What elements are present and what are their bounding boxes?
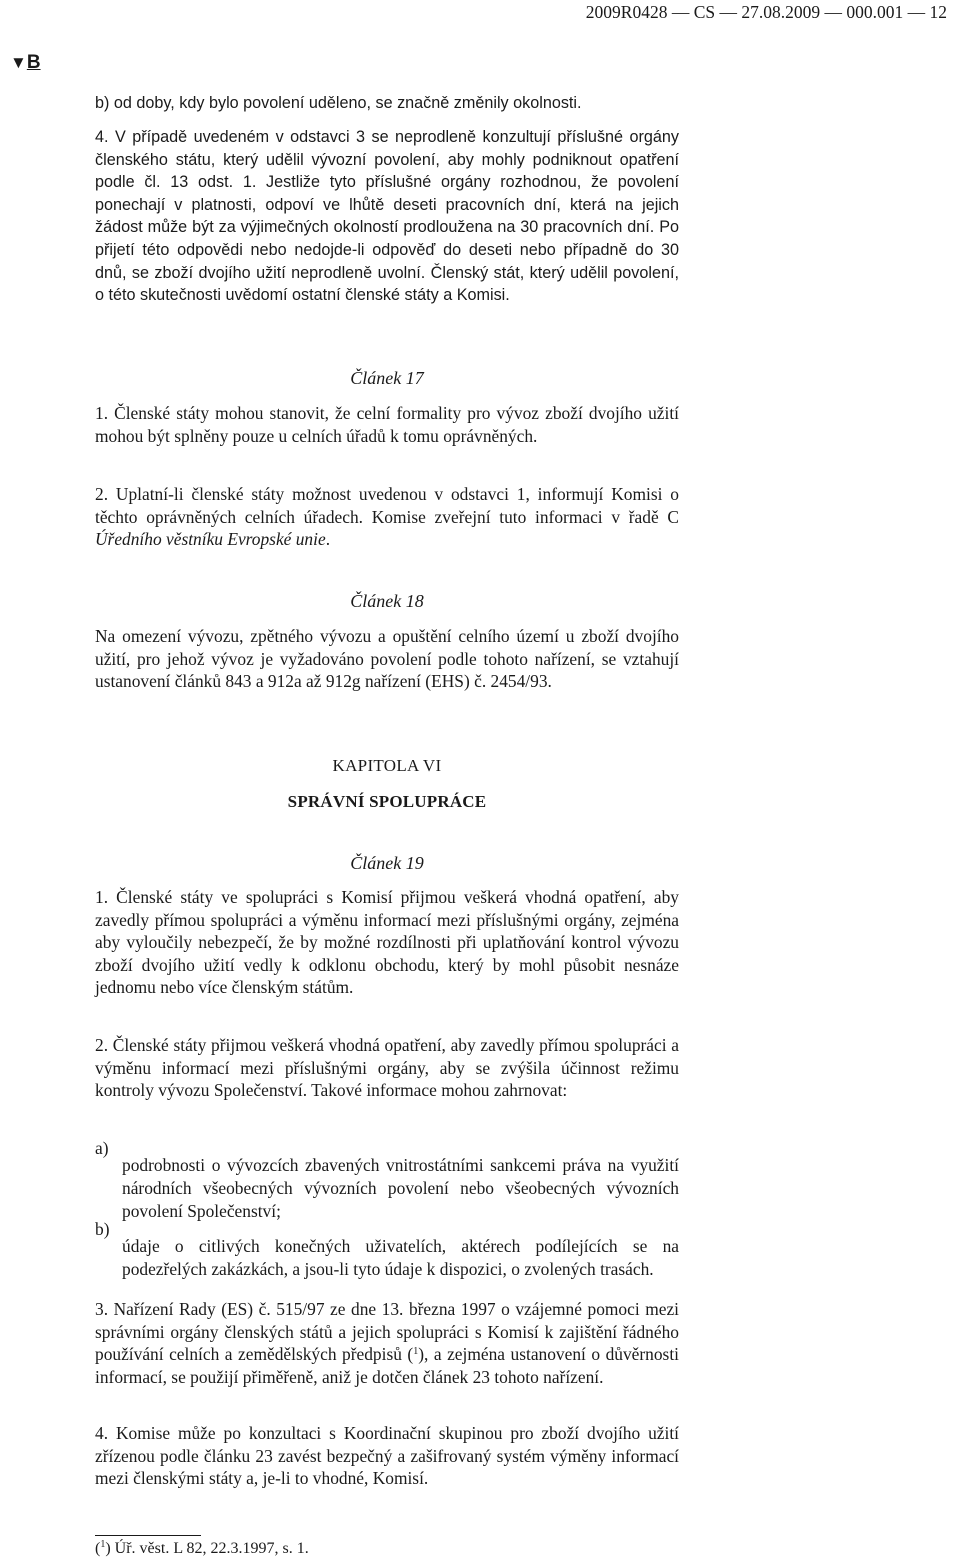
footnote: ($^1$) Úř. věst. L 82, 22.3.1997, s. 1.: [95, 1539, 309, 1557]
footnote-number: 1: [100, 1539, 106, 1550]
list-item-a: a) podrobnosti o vývozcích zbavených vnitrostátními sankcemi práva na využití národních všeobecných vývozních povolení nebo všeobecných vývozních povolení Společenství;: [95, 1138, 679, 1221]
chapter-number: KAPITOLA VI: [332, 756, 442, 775]
article-19-title: Článek 19: [350, 853, 424, 873]
article-19-paragraph-3: 3. Nařízení Rady (ES) č. 515/97 ze dne 13. března 1997 o vzájemné pomoci mezi správními orgány členských států a jejich spolupráci s Komisí k zajištění řádného používání celních a zemědělských předpisů ($^1$), a zejména ustanovení o důvěrnosti informací, se použijí přiměřeně, aniž je dotčen článek 23 tohoto nařízení.: [95, 1299, 679, 1387]
marker-label: B: [26, 52, 41, 73]
article-17-paragraph-1: 1. Členské státy mohou stanovit, že celní formality pro vývoz zboží dvojího užití mohou být splněny pouze u celních úřadů k tomu oprávněných.: [95, 403, 679, 446]
article-18-title: Článek 18: [350, 591, 424, 611]
triangle-down-icon: ▼: [10, 53, 27, 72]
article-19-paragraph-4: 4. Komise může po konzultaci s Koordinační skupinou pro zboží dvojího užití zřízenou podle článku 23 zavést bezpečný a zašifrovaný systém výměny informací mezi členskými státy a, je-li to vhodné, Komisí.: [95, 1423, 679, 1489]
amendment-marker[interactable]: [10, 52, 41, 74]
footnote-reference[interactable]: 1: [413, 1346, 419, 1358]
article-19-paragraph-1: 1. Členské státy ve spolupráci s Komisí přijmou veškerá vhodná opatření, aby zavedly přímou spolupráci a výměnu informací mezi příslušnými orgány, zejména aby vyloučily nebezpečí, že by možné rozdílnosti při uplatňování kontrol vývozu zboží dvojího užití vedly k odklonu obchodu, který by mohl působit nesnáze jednomu nebo více členským státům.: [95, 887, 679, 998]
document-header: 2009R0428 — CS — 27.08.2009 — 000.001 — 12: [585, 2, 947, 22]
article-17-title: Článek 17: [350, 368, 424, 388]
paragraph-4: 4. V případě uvedeném v odstavci 3 se neprodleně konzultují příslušné orgány členského státu, který udělil vývozní povolení, aby mohly podniknout opatření podle čl. 13 odst. 1. Jestliže tyto příslušné orgány rozhodnou, že povolení ponechají v platnosti, odpoví ve lhůtě deseti pracovních dní, která na jejich žádost může být za výjimečných okolností prodloužena na 30 pracovních dní. Po přijetí této odpovědi nebo nedojde-li odpověď do deseti nebo případně do 30 dnů, se zboží dvojího užití neprodleně uvolní. Členský stát, který udělil povolení, o této skutečnosti uvědomí ostatní členské státy a Komisi.: [95, 128, 679, 305]
list-item-b: b) údaje o citlivých konečných uživatelích, aktérech podílejících se na podezřelých zakázkách, a jsou-li tyto údaje k dispozici, o zvolených trasách.: [95, 1219, 679, 1279]
article-17-paragraph-2: 2. Uplatní-li členské státy možnost uvedenou v odstavci 1, informují Komisi o těchto oprávněných celních úřadech. Komise zveřejní tuto informaci v řadě C Úředního věstníku Evropské unie.: [95, 484, 679, 550]
chapter-title: SPRÁVNÍ SPOLUPRÁCE: [287, 792, 487, 811]
journal-name: Úředního věstníku Evropské unie: [95, 529, 326, 550]
article-18-paragraph: Na omezení vývozu, zpětného vývozu a opuštění celního území u zboží dvojího užití, pro jehož vývoz je vyžadováno povolení podle tohoto nařízení, se vztahují ustanovení článků 843 a 912a až 912g nařízení (EHS) č. 2454/93.: [95, 626, 679, 692]
footnote-divider: [95, 1535, 201, 1536]
item-b-continuation: b) od doby, kdy bylo povolení uděleno, se značně změnily okolnosti.: [95, 94, 582, 112]
article-19-paragraph-2: 2. Členské státy přijmou veškerá vhodná opatření, aby zavedly přímou spolupráci a výměnu informací mezi příslušnými orgány, aby se zvýšila účinnost režimu kontroly vývozu Společenství. Takové informace mohou zahrnovat:: [95, 1035, 679, 1101]
